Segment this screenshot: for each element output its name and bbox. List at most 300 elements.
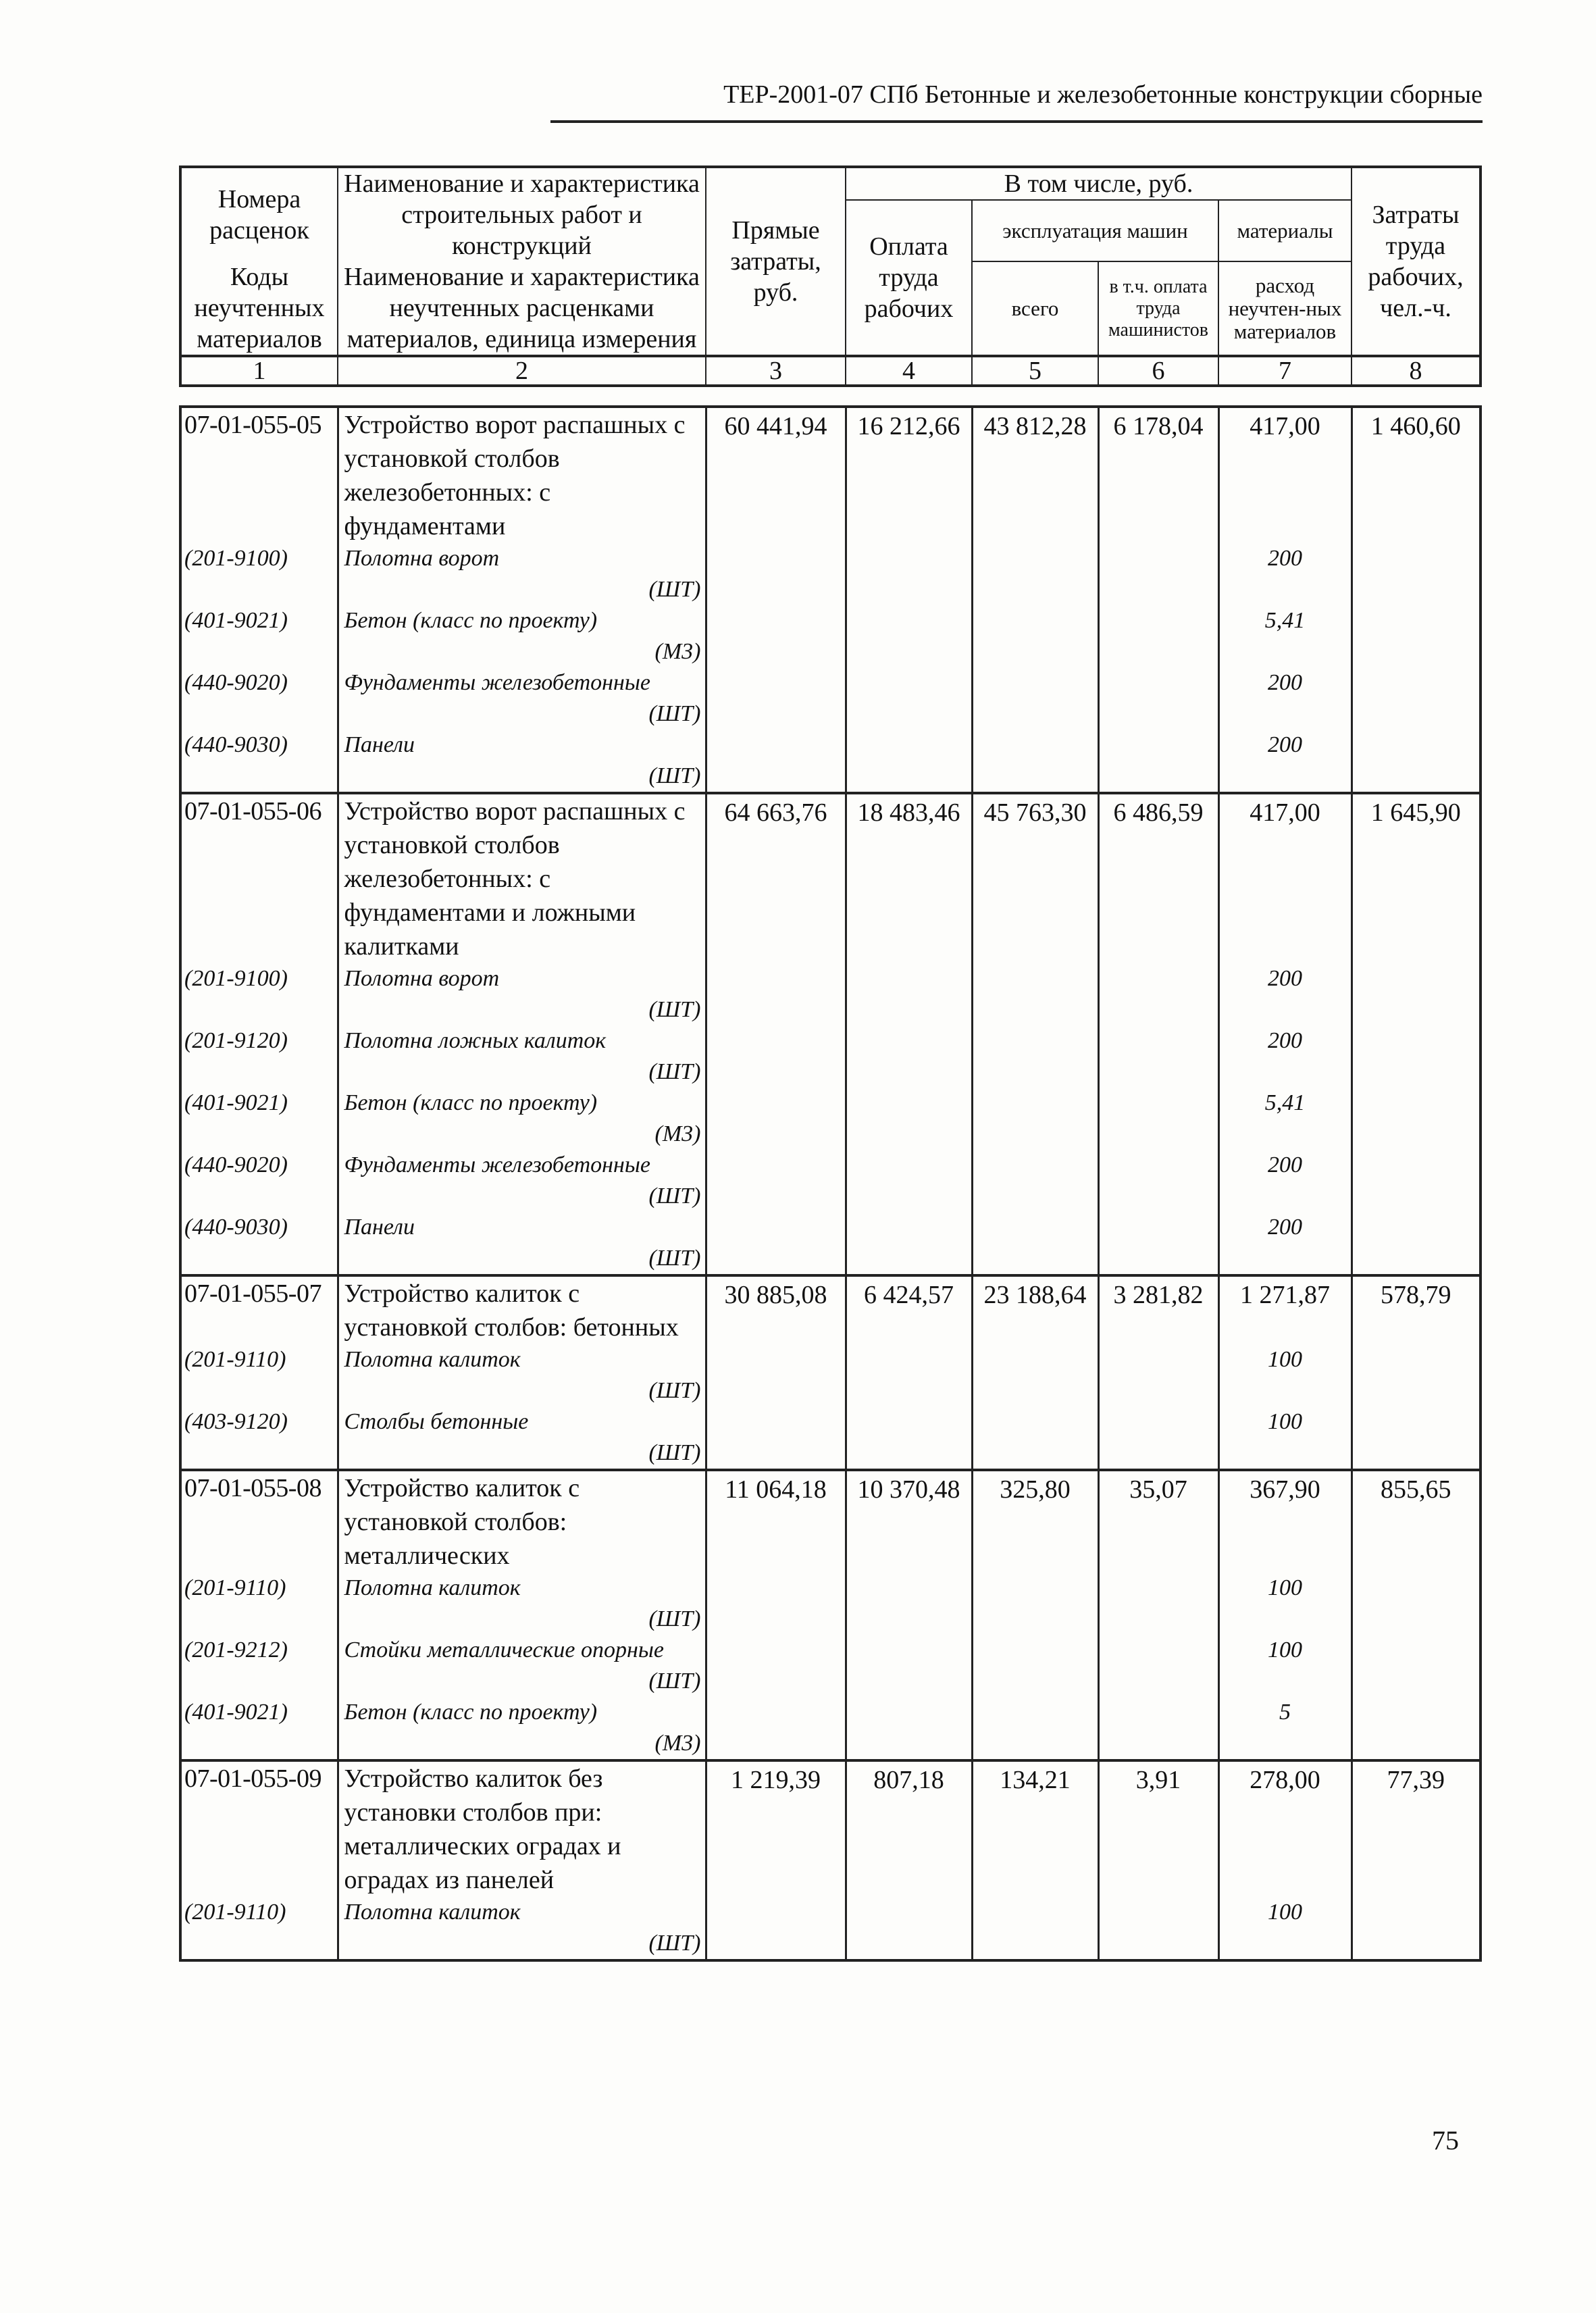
material-qty: 5,41 [1264, 608, 1306, 633]
labor-hours-cell [1352, 1760, 1481, 1897]
machines-cost-cell [972, 793, 1098, 963]
machines-cost-cell [972, 407, 1098, 543]
material-empty-cell [1352, 963, 1481, 1025]
material-empty-cell [846, 1344, 972, 1406]
operators-cost-value: 3 281,82 [1113, 1281, 1204, 1309]
col-number: 1 [180, 356, 338, 386]
material-empty-cell [1098, 1406, 1218, 1470]
material-qty: 100 [1268, 1409, 1302, 1434]
material-empty-cell [1352, 1025, 1481, 1088]
material-row [180, 1088, 1481, 1150]
labor-cost-cell [846, 1760, 972, 1897]
header-col8: Затраты труда рабочих, чел.-ч. [1352, 167, 1481, 356]
material-qty-cell [1218, 1897, 1352, 1960]
machines-cost-value: 45 763,30 [983, 798, 1087, 827]
rate-name: Устройство ворот распашных с установкой столбов железобетонных: с фундаментами [344, 411, 686, 540]
material-row [180, 1697, 1481, 1760]
labor-hours-value: 77,39 [1387, 1766, 1445, 1794]
material-empty-cell [846, 605, 972, 667]
material-unit: (М3) [654, 1121, 701, 1146]
material-qty-cell [1218, 963, 1352, 1025]
material-qty: 100 [1268, 1637, 1302, 1662]
material-empty-cell [1352, 1573, 1481, 1635]
material-empty-cell [1098, 1344, 1218, 1406]
material-empty-cell [1098, 667, 1218, 730]
material-empty-cell [972, 1150, 1098, 1212]
material-empty-cell [706, 1025, 846, 1088]
material-empty-cell [1352, 1150, 1481, 1212]
material-name-cell [338, 730, 706, 793]
header-machines-label: эксплуатация машин [972, 200, 1218, 261]
material-name-cell [338, 1697, 706, 1760]
labor-hours-value: 1 460,60 [1370, 412, 1461, 440]
material-code-cell [180, 963, 338, 1025]
material-qty-cell [1218, 605, 1352, 667]
rate-name-cell [338, 407, 706, 543]
material-code: (401-9021) [184, 1090, 288, 1115]
material-empty-cell [706, 1344, 846, 1406]
material-unit: (ШТ) [648, 1440, 701, 1465]
material-empty-cell [972, 963, 1098, 1025]
material-empty-cell [1352, 1697, 1481, 1760]
material-empty-cell [972, 667, 1098, 730]
material-empty-cell [706, 963, 846, 1025]
material-empty-cell [972, 1025, 1098, 1088]
material-empty-cell [846, 1150, 972, 1212]
rate-name: Устройство калиток без установки столбов при: металлических оградах и оградах из панелей [344, 1764, 621, 1894]
material-empty-cell [1352, 605, 1481, 667]
material-code: (403-9120) [184, 1409, 288, 1434]
operators-cost-cell [1098, 793, 1218, 963]
material-row [180, 1212, 1481, 1275]
material-empty-cell [972, 1635, 1098, 1697]
material-empty-cell [846, 1697, 972, 1760]
material-empty-cell [1098, 543, 1218, 605]
header-col1-bottom: Коды неучтенных материалов [180, 261, 338, 356]
materials-cost-cell [1218, 793, 1352, 963]
material-empty-cell [706, 1697, 846, 1760]
material-code-cell [180, 1212, 338, 1275]
material-empty-cell [1098, 1573, 1218, 1635]
header-col4: Оплата труда рабочих [846, 200, 972, 356]
material-name-cell [338, 605, 706, 667]
labor-cost-cell [846, 1470, 972, 1573]
direct-cost-value: 30 885,08 [724, 1281, 827, 1309]
material-name: Полотна ложных калиток [344, 1028, 607, 1053]
material-empty-cell [1098, 963, 1218, 1025]
material-empty-cell [1098, 1635, 1218, 1697]
material-empty-cell [846, 1212, 972, 1275]
material-code-cell [180, 1897, 338, 1960]
material-name: Стойки металлические опорные [344, 1637, 665, 1662]
material-empty-cell [1098, 605, 1218, 667]
material-name: Панели [344, 1215, 415, 1240]
material-empty-cell [972, 1897, 1098, 1960]
material-empty-cell [846, 1573, 972, 1635]
material-qty: 200 [1268, 1152, 1302, 1177]
material-code-cell [180, 730, 338, 793]
operators-cost-value: 3,91 [1135, 1766, 1181, 1794]
direct-cost-cell [706, 793, 846, 963]
labor-cost-cell [846, 793, 972, 963]
col-number: 5 [972, 356, 1098, 386]
material-empty-cell [1352, 543, 1481, 605]
document-title: ТЕР-2001-07 СПб Бетонные и железобетонные конструкции сборные [723, 80, 1483, 109]
col-number: 3 [706, 356, 846, 386]
materials-cost-cell [1218, 1275, 1352, 1344]
operators-cost-cell [1098, 1760, 1218, 1897]
material-empty-cell [846, 543, 972, 605]
material-row [180, 1150, 1481, 1212]
operators-cost-cell [1098, 1275, 1218, 1344]
material-empty-cell [706, 730, 846, 793]
labor-hours-cell [1352, 1275, 1481, 1344]
material-code: (201-9110) [184, 1347, 286, 1372]
labor-cost-cell [846, 407, 972, 543]
materials-cost-cell [1218, 1760, 1352, 1897]
table-row [180, 1470, 1481, 1573]
rate-code-cell [180, 793, 338, 963]
col-number: 2 [338, 356, 706, 386]
material-name-cell [338, 543, 706, 605]
rate-code: 07-01-055-05 [184, 411, 321, 439]
material-qty: 100 [1268, 1347, 1302, 1372]
material-empty-cell [1098, 730, 1218, 793]
material-code-cell [180, 1025, 338, 1088]
material-unit: (ШТ) [648, 577, 701, 602]
material-empty-cell [706, 1635, 846, 1697]
machines-cost-value: 134,21 [1000, 1766, 1071, 1794]
material-qty-cell [1218, 1150, 1352, 1212]
material-empty-cell [846, 963, 972, 1025]
rate-name: Устройство калиток с установкой столбов: бетонных [344, 1279, 679, 1342]
material-unit: (ШТ) [648, 763, 701, 788]
machines-cost-cell [972, 1470, 1098, 1573]
material-empty-cell [706, 605, 846, 667]
materials-cost-cell [1218, 407, 1352, 543]
material-empty-cell [846, 1897, 972, 1960]
material-code-cell [180, 1406, 338, 1470]
materials-cost-value: 1 271,87 [1240, 1281, 1330, 1309]
direct-cost-value: 11 064,18 [725, 1475, 827, 1504]
material-row [180, 730, 1481, 793]
material-unit: (ШТ) [648, 1931, 701, 1956]
material-empty-cell [1098, 1025, 1218, 1088]
material-name: Полотна ворот [344, 966, 500, 991]
header-col6: в т.ч. оплата труда машинистов [1098, 261, 1218, 356]
rate-name-cell [338, 1760, 706, 1897]
header-col1-top: Номера расценок [180, 167, 338, 261]
machines-cost-value: 325,80 [1000, 1475, 1071, 1504]
material-name-cell [338, 1212, 706, 1275]
rate-name-cell [338, 1470, 706, 1573]
material-name-cell [338, 963, 706, 1025]
material-name: Фундаменты железобетонные [344, 670, 650, 695]
material-code: (440-9020) [184, 1152, 288, 1177]
rate-code-cell [180, 1275, 338, 1344]
material-empty-cell [972, 1344, 1098, 1406]
material-empty-cell [1098, 1150, 1218, 1212]
material-empty-cell [972, 1212, 1098, 1275]
material-name: Бетон (класс по проекту) [344, 1700, 598, 1725]
material-name-cell [338, 1088, 706, 1150]
material-empty-cell [1352, 1897, 1481, 1960]
material-code: (401-9021) [184, 1700, 288, 1725]
material-row [180, 1635, 1481, 1697]
labor-cost-value: 18 483,46 [857, 798, 960, 827]
material-code-cell [180, 1697, 338, 1760]
material-empty-cell [706, 1406, 846, 1470]
material-qty: 100 [1268, 1575, 1302, 1600]
material-name-cell [338, 1635, 706, 1697]
material-name: Бетон (класс по проекту) [344, 608, 598, 633]
material-empty-cell [972, 1697, 1098, 1760]
material-empty-cell [1098, 1697, 1218, 1760]
material-empty-cell [706, 1088, 846, 1150]
material-unit: (ШТ) [648, 701, 701, 726]
machines-cost-value: 23 188,64 [983, 1281, 1087, 1309]
labor-hours-cell [1352, 407, 1481, 543]
material-empty-cell [846, 1406, 972, 1470]
material-empty-cell [1098, 1897, 1218, 1960]
material-code-cell [180, 543, 338, 605]
material-empty-cell [706, 667, 846, 730]
material-qty: 200 [1268, 1215, 1302, 1240]
material-qty-cell [1218, 1635, 1352, 1697]
rate-code: 07-01-055-06 [184, 797, 321, 825]
material-empty-cell [1352, 1212, 1481, 1275]
labor-hours-value: 578,79 [1381, 1281, 1451, 1309]
col-number: 8 [1352, 356, 1481, 386]
rate-code-cell [180, 1760, 338, 1897]
material-qty: 200 [1268, 546, 1302, 571]
direct-cost-cell [706, 1760, 846, 1897]
header-materials-label: материалы [1218, 200, 1352, 261]
material-empty-cell [706, 1150, 846, 1212]
material-qty-cell [1218, 1025, 1352, 1088]
labor-hours-value: 855,65 [1381, 1475, 1451, 1504]
material-empty-cell [1352, 1088, 1481, 1150]
material-code-cell [180, 1150, 338, 1212]
rate-code: 07-01-055-09 [184, 1764, 321, 1793]
material-qty-cell [1218, 1697, 1352, 1760]
operators-cost-value: 6 178,04 [1113, 412, 1204, 440]
rate-name-cell [338, 793, 706, 963]
material-name: Полотна калиток [344, 1575, 521, 1600]
direct-cost-value: 64 663,76 [724, 798, 827, 827]
material-row [180, 1025, 1481, 1088]
material-row [180, 1406, 1481, 1470]
direct-cost-value: 1 219,39 [731, 1766, 821, 1794]
material-code: (440-9030) [184, 1215, 288, 1240]
material-empty-cell [972, 543, 1098, 605]
material-code: (401-9021) [184, 608, 288, 633]
rate-name: Устройство ворот распашных с установкой столбов железобетонных: с фундаментами и ложными калитками [344, 797, 686, 961]
direct-cost-value: 60 441,94 [724, 412, 827, 440]
material-qty-cell [1218, 667, 1352, 730]
material-name: Полотна калиток [344, 1900, 521, 1925]
material-qty: 200 [1268, 966, 1302, 991]
machines-cost-cell [972, 1275, 1098, 1344]
rate-name-cell [338, 1275, 706, 1344]
material-name-cell [338, 1573, 706, 1635]
header-group-label: В том числе, руб. [846, 167, 1352, 200]
material-qty: 5,41 [1264, 1090, 1306, 1115]
operators-cost-cell [1098, 1470, 1218, 1573]
labor-hours-cell [1352, 793, 1481, 963]
material-code: (201-9212) [184, 1637, 288, 1662]
material-name-cell [338, 1025, 706, 1088]
direct-cost-cell [706, 1470, 846, 1573]
rate-code-cell [180, 407, 338, 543]
material-qty: 100 [1268, 1900, 1302, 1925]
material-unit: (ШТ) [648, 1246, 701, 1271]
material-name-cell [338, 1150, 706, 1212]
material-empty-cell [972, 605, 1098, 667]
materials-cost-cell [1218, 1470, 1352, 1573]
materials-cost-value: 278,00 [1250, 1766, 1320, 1794]
material-code-cell [180, 1344, 338, 1406]
material-code: (440-9030) [184, 732, 288, 757]
material-code: (201-9100) [184, 546, 288, 571]
col-number: 6 [1098, 356, 1218, 386]
machines-cost-value: 43 812,28 [983, 412, 1087, 440]
material-name-cell [338, 667, 706, 730]
rate-code: 07-01-055-08 [184, 1474, 321, 1502]
operators-cost-value: 35,07 [1129, 1475, 1187, 1504]
rate-code-cell [180, 1470, 338, 1573]
material-name-cell [338, 1897, 706, 1960]
labor-cost-value: 6 424,57 [864, 1281, 954, 1309]
material-unit: (М3) [654, 1731, 701, 1756]
price-table [179, 405, 1482, 1962]
material-code: (201-9100) [184, 966, 288, 991]
material-unit: (ШТ) [648, 1059, 701, 1084]
labor-hours-value: 1 645,90 [1370, 798, 1461, 827]
header-col2-bottom: Наименование и характеристика неучтенных расценками материалов, единица измерения [338, 261, 706, 356]
operators-cost-cell [1098, 407, 1218, 543]
material-code-cell [180, 1088, 338, 1150]
material-row [180, 667, 1481, 730]
material-empty-cell [846, 730, 972, 793]
material-qty-cell [1218, 1344, 1352, 1406]
material-code-cell [180, 605, 338, 667]
material-name-cell [338, 1406, 706, 1470]
material-qty: 200 [1268, 732, 1302, 757]
operators-cost-value: 6 486,59 [1113, 798, 1204, 827]
header-col5: всего [972, 261, 1098, 356]
direct-cost-cell [706, 1275, 846, 1344]
material-empty-cell [1352, 667, 1481, 730]
material-row [180, 1897, 1481, 1960]
material-code: (201-9120) [184, 1028, 288, 1053]
material-empty-cell [706, 543, 846, 605]
header-col2-top: Наименование и характеристика строительных работ и конструкций [338, 167, 706, 261]
material-name: Полотна калиток [344, 1347, 521, 1372]
material-empty-cell [706, 1897, 846, 1960]
material-empty-cell [846, 1088, 972, 1150]
material-qty-cell [1218, 1212, 1352, 1275]
material-unit: (ШТ) [648, 1378, 701, 1403]
material-empty-cell [846, 1635, 972, 1697]
material-code-cell [180, 667, 338, 730]
material-code: (201-9110) [184, 1575, 286, 1600]
material-unit: (ШТ) [648, 1184, 701, 1209]
material-qty-cell [1218, 1088, 1352, 1150]
material-empty-cell [972, 730, 1098, 793]
title-rule [550, 120, 1483, 123]
material-code-cell [180, 1573, 338, 1635]
labor-cost-value: 807,18 [873, 1766, 944, 1794]
material-code: (440-9020) [184, 670, 288, 695]
material-row [180, 1573, 1481, 1635]
labor-cost-value: 10 370,48 [857, 1475, 960, 1504]
material-name: Панели [344, 732, 415, 757]
table-row [180, 407, 1481, 543]
machines-cost-cell [972, 1760, 1098, 1897]
material-empty-cell [972, 1573, 1098, 1635]
labor-cost-cell [846, 1275, 972, 1344]
materials-cost-value: 367,90 [1250, 1475, 1320, 1504]
material-empty-cell [706, 1212, 846, 1275]
material-row [180, 605, 1481, 667]
material-empty-cell [846, 1025, 972, 1088]
material-empty-cell [1352, 730, 1481, 793]
material-qty-cell [1218, 730, 1352, 793]
material-qty-cell [1218, 1406, 1352, 1470]
material-empty-cell [846, 667, 972, 730]
material-name: Бетон (класс по проекту) [344, 1090, 598, 1115]
material-qty-cell [1218, 1573, 1352, 1635]
material-name-cell [338, 1344, 706, 1406]
material-unit: (М3) [654, 639, 701, 664]
material-empty-cell [972, 1406, 1098, 1470]
material-row [180, 963, 1481, 1025]
material-unit: (ШТ) [648, 997, 701, 1022]
material-qty: 5 [1279, 1700, 1291, 1725]
labor-hours-cell [1352, 1470, 1481, 1573]
material-code: (201-9110) [184, 1900, 286, 1925]
table-row [180, 1760, 1481, 1897]
material-unit: (ШТ) [648, 1606, 701, 1631]
header-col7: расход неучтен-ных материалов [1218, 261, 1352, 356]
material-qty: 200 [1268, 1028, 1302, 1053]
material-unit: (ШТ) [648, 1669, 701, 1694]
labor-cost-value: 16 212,66 [857, 412, 960, 440]
header-col3: Прямые затраты, руб. [706, 167, 846, 356]
material-name: Столбы бетонные [344, 1409, 529, 1434]
material-empty-cell [1098, 1212, 1218, 1275]
material-empty-cell [1098, 1088, 1218, 1150]
material-empty-cell [706, 1573, 846, 1635]
page-number: 75 [1432, 2125, 1459, 2156]
material-empty-cell [1352, 1344, 1481, 1406]
material-qty: 200 [1268, 670, 1302, 695]
material-code-cell [180, 1635, 338, 1697]
materials-cost-value: 417,00 [1250, 798, 1320, 827]
material-empty-cell [972, 1088, 1098, 1150]
direct-cost-cell [706, 407, 846, 543]
material-row [180, 1344, 1481, 1406]
material-name: Фундаменты железобетонные [344, 1152, 650, 1177]
materials-cost-value: 417,00 [1250, 412, 1320, 440]
table-row [180, 793, 1481, 963]
col-number: 4 [846, 356, 972, 386]
material-row [180, 543, 1481, 605]
col-number: 7 [1218, 356, 1352, 386]
table-header [179, 166, 1482, 387]
rate-name: Устройство калиток с установкой столбов: металлических [344, 1474, 580, 1570]
